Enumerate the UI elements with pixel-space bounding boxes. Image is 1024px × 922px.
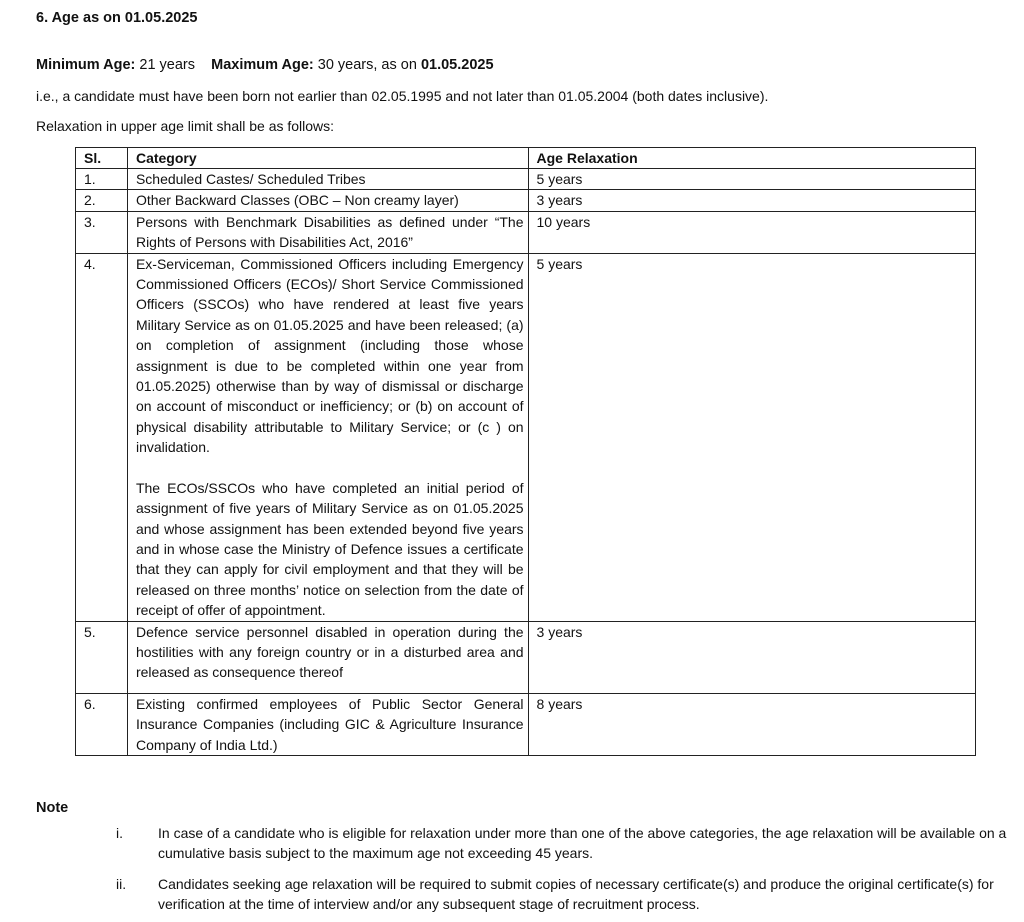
table-row <box>76 253 976 621</box>
table-row <box>76 190 976 211</box>
row-category-para: Ex-Serviceman, Commissioned Officers including Emergency Commissioned Officers (ECOs)/ Short Service Commissioned Officers (SSCOs) who have rendered at least five years Military Service as on 01.05.2025 and have been released; (a) on completion of assignment (including those whose assignment is due to be completed within one year from 01.05.2025) otherwise than by way of dismissal or discharge on account of misconduct or inefficiency; or (b) on account of physical disability attributable to Military Service; or (c ) on invalidation. <box>135 255 524 456</box>
section-heading: 6. Age as on 01.05.2025 <box>36 10 198 26</box>
row-category: Existing confirmed employees of Public Sector General Insurance Companies (including GIC & Agriculture Insurance Company of India Ltd.) <box>127 693 528 755</box>
note-item <box>116 874 1016 914</box>
table-row <box>76 621 976 693</box>
row-category: Defence service personnel disabled in operation during the hostilities with any foreign country or in a disturbed area and released as consequence thereof <box>127 621 528 693</box>
min-age-label: Minimum Age: <box>36 57 136 73</box>
relaxation-intro: Relaxation in upper age limit shall be as follows: <box>36 118 335 134</box>
row-relaxation: 3 years <box>528 621 975 693</box>
row-relaxation: 5 years <box>528 253 975 621</box>
table-row <box>76 211 976 253</box>
row-sl: 3. <box>76 211 128 253</box>
header-category: Category <box>127 148 528 169</box>
row-sl: 4. <box>76 253 128 621</box>
note-item <box>116 823 1016 863</box>
row-sl: 2. <box>76 190 128 211</box>
row-sl: 5. <box>76 621 128 693</box>
note-number: i. <box>116 825 123 841</box>
max-age-date: 01.05.2025 <box>420 57 494 73</box>
row-relaxation: 10 years <box>528 211 975 253</box>
header-sl: Sl. <box>76 148 128 169</box>
table-header-row <box>76 148 976 169</box>
row-sl: 6. <box>76 693 128 755</box>
birth-date-range: i.e., a candidate must have been born not earlier than 02.05.1995 and not later than 01.05.2004 (both dates inclusive). <box>36 88 769 104</box>
min-age-value: 21 years <box>139 57 196 73</box>
note-title: Note <box>36 800 69 816</box>
note-number: ii. <box>116 876 127 892</box>
age-relaxation-table <box>75 147 976 756</box>
age-limits <box>36 57 494 73</box>
max-age-value: 30 years, as on <box>317 57 417 73</box>
table-row <box>76 693 976 755</box>
note-text: Candidates seeking age relaxation will be required to submit copies of necessary certificate(s) and produce the original certificate(s) for verification at the time of interview and/or any subsequent stage of recruitment process. <box>158 876 994 912</box>
row-category <box>127 253 528 621</box>
row-category-para: The ECOs/SSCOs who have completed an initial period of assignment of five years of Military Service as on 01.05.2025 and whose assignment has been extended beyond five years and in whose case the Ministry of Defence issues a certificate that they can apply for civil employment and that they will be released on three months’ notice on selection from the date of receipt of offer of appointment. <box>135 479 524 619</box>
row-relaxation: 5 years <box>528 169 975 190</box>
max-age-label: Maximum Age: <box>211 57 314 73</box>
row-category: Other Backward Classes (OBC – Non creamy layer) <box>127 190 528 211</box>
table-row <box>76 169 976 190</box>
row-category: Persons with Benchmark Disabilities as defined under “The Rights of Persons with Disabilities Act, 2016” <box>127 211 528 253</box>
row-sl: 1. <box>76 169 128 190</box>
row-relaxation: 8 years <box>528 693 975 755</box>
row-category: Scheduled Castes/ Scheduled Tribes <box>127 169 528 190</box>
header-age-relaxation: Age Relaxation <box>528 148 975 169</box>
note-text: In case of a candidate who is eligible for relaxation under more than one of the above categories, the age relaxation will be available on a cumulative basis subject to the maximum age not exceeding 45 years. <box>158 825 1007 861</box>
row-relaxation: 3 years <box>528 190 975 211</box>
